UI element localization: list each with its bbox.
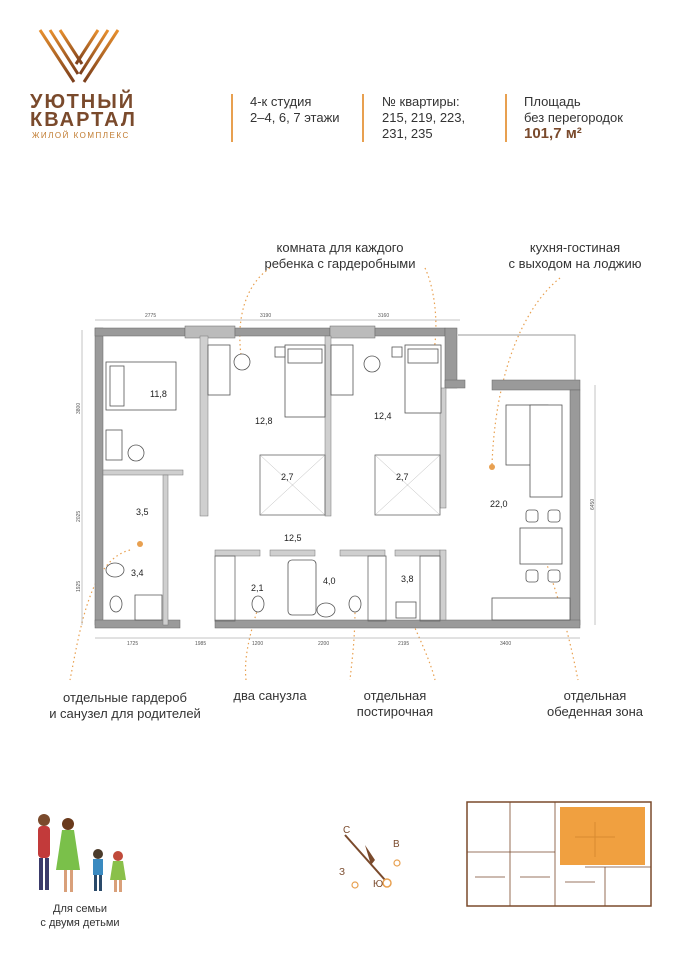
room-area-label: 4,0 — [323, 576, 336, 586]
compass-west: З — [339, 867, 346, 878]
room-area-label: 12,8 — [255, 416, 273, 426]
area-value: 101,7 м² — [524, 125, 582, 142]
compass-north: С — [343, 825, 351, 836]
annotation-laundry-line1: отдельная — [363, 688, 427, 703]
compass — [325, 815, 415, 900]
room-area-label: 2,1 — [251, 583, 264, 593]
family-illustration — [28, 810, 138, 900]
annotation-bathrooms-line1: два санузла — [233, 688, 307, 703]
room-area-label: 12,4 — [374, 411, 392, 421]
area-label-line2: без перегородок — [524, 110, 623, 125]
dimension-label: 3800 — [76, 402, 82, 414]
room-area-label: 2,7 — [396, 472, 409, 482]
room-area-label: 3,8 — [401, 574, 414, 584]
dimension-label: 2025 — [76, 510, 82, 522]
dimension-label: 3160 — [378, 313, 390, 319]
room-area-label: 3,5 — [136, 507, 149, 517]
room-area-label: 12,5 — [284, 533, 302, 543]
dimension-label: 3400 — [500, 641, 512, 647]
annotation-kids-rooms-line2: ребенка с гардеробными — [264, 256, 416, 271]
annotation-parents-line2: и санузел для родителей — [49, 706, 201, 721]
family-caption-line1: Для семьи — [53, 903, 107, 915]
annotation-parents-line1: отдельные гардероб — [63, 690, 187, 705]
room-area-label: 3,4 — [131, 568, 144, 578]
dimension-label: 2200 — [318, 641, 330, 647]
floor-key-plan — [465, 797, 655, 912]
annotation-kitchen-line2: с выходом на лоджию — [508, 256, 642, 271]
dimension-label: 2775 — [145, 313, 157, 319]
apartment-numbers-line1: 215, 219, 223, — [382, 110, 466, 125]
annotation-laundry-line2: постирочная — [356, 704, 434, 719]
family-caption — [15, 902, 145, 930]
apartment-type-line1: 4-к студия — [250, 94, 312, 109]
family-caption-line2: с двумя детьми — [40, 917, 120, 929]
brand-tagline: ЖИЛОЙ КОМПЛЕКС — [32, 131, 130, 140]
brand-name-line1: УЮТНЫЙ — [30, 91, 136, 113]
room-area-label: 2,7 — [281, 472, 294, 482]
annotation-kitchen-line1: кухня-гостиная — [529, 240, 621, 255]
apartment-floors: 2–4, 6, 7 этажи — [250, 110, 340, 125]
dimension-label: 1985 — [195, 641, 207, 647]
room-area-label: 22,0 — [490, 499, 508, 509]
compass-south: Ю — [373, 879, 384, 890]
annotation-dining-line1: отдельная — [563, 688, 627, 703]
dimension-label: 1725 — [127, 641, 139, 647]
room-area-label: 11,8 — [150, 389, 167, 399]
annotation-dining-line2: обеденная зона — [547, 704, 643, 719]
brand-name-line2: КВАРТАЛ — [30, 109, 137, 131]
leader-dots — [137, 361, 543, 613]
dimension-label: 2195 — [398, 641, 410, 647]
dimension-label: 3190 — [260, 313, 272, 319]
dimension-label: 1925 — [76, 580, 82, 592]
highlighted-apartment — [560, 807, 645, 865]
dimension-label: 1200 — [252, 641, 264, 647]
area-label-line1: Площадь — [524, 94, 581, 109]
dimension-label: 6450 — [590, 498, 596, 510]
apartment-numbers-line2: 231, 235 — [382, 126, 433, 141]
annotation-kids-rooms-line1: комната для каждого — [276, 240, 404, 255]
apartment-numbers-label: № квартиры: — [382, 94, 460, 109]
compass-east: В — [393, 839, 400, 850]
